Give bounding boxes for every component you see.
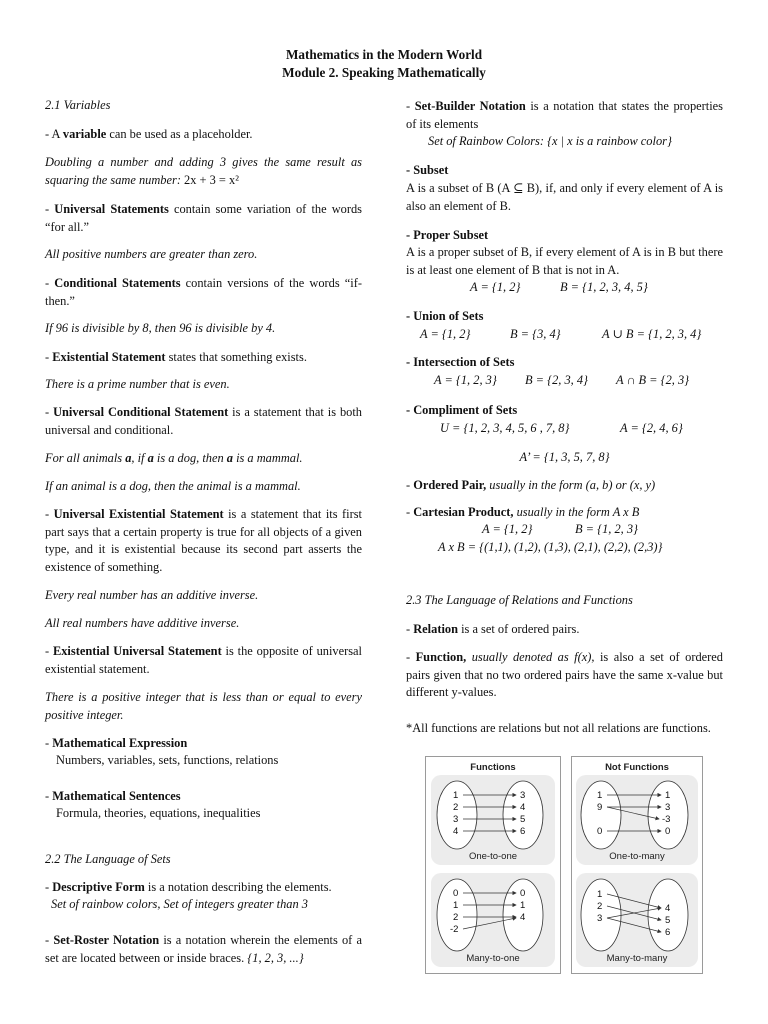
many-to-many-caption: Many-to-many	[606, 953, 668, 964]
ordered-pair-definition: - Ordered Pair, usually in the form (a, b) or (x, y)	[406, 478, 656, 492]
conditional-statement-definition: - Conditional Statements contain versions of the words “if-then.”	[45, 276, 362, 308]
variable-example: Doubling a number and adding 3 gives the same result as squaring the same number: 2x + 3 = x²	[45, 155, 362, 187]
existential-universal-definition: - Existential Universal Statement is the opposite of universal existential statement.	[45, 644, 362, 676]
set-builder-example: Set of Rainbow Colors: {x | x is a rainbow color}	[428, 134, 672, 148]
domain-value: 3	[453, 814, 459, 825]
intersection-example-b: B = {2, 3, 4}	[525, 373, 589, 387]
complement-set-a: A = {2, 4, 6}	[620, 421, 683, 435]
set-builder-definition: - Set-Builder Notation is a notation that states the properties of its elements	[406, 99, 723, 131]
function-definition: - Function, usually denoted as f(x), is also a set of ordered pairs given that no two ordered pairs have the same x-value but different y-values.	[406, 650, 723, 699]
union-example-a: A = {1, 2}	[420, 327, 471, 341]
range-value: 5	[665, 915, 671, 926]
many-to-one-panel	[431, 873, 555, 967]
subset-heading: - Subset	[406, 163, 449, 177]
domain-value: 0	[453, 888, 459, 899]
universal-existential-example-2: All real numbers have additive inverse.	[45, 616, 240, 630]
set-roster-definition: - Set-Roster Notation is a notation wherein the elements of a set are located between or inside braces. {1, 2, 3, ...}	[45, 933, 362, 965]
range-value: -3	[662, 814, 671, 825]
section-2-3-heading: 2.3 The Language of Relations and Functions	[406, 593, 633, 607]
functions-diagram-box	[425, 756, 561, 974]
conditional-statement-example: If 96 is divisible by 8, then 96 is divisible by 4.	[45, 321, 276, 335]
variable-definition: - A variable can be used as a placeholder.	[45, 127, 253, 141]
proper-subset-example-b: B = {1, 2, 3, 4, 5}	[560, 280, 648, 294]
range-value: 6	[665, 927, 671, 938]
union-heading: - Union of Sets	[406, 309, 484, 323]
section-2-1-heading: 2.1 Variables	[45, 98, 111, 112]
domain-value: 1	[453, 790, 459, 801]
range-value: 3	[520, 790, 526, 801]
domain-value: 1	[597, 790, 603, 801]
domain-value: -2	[450, 924, 459, 935]
union-example-result: A ∪ B = {1, 2, 3, 4}	[602, 327, 702, 341]
range-value: 4	[665, 903, 671, 914]
domain-value: 9	[597, 802, 603, 813]
range-value: 4	[520, 802, 526, 813]
section-2-2-heading: 2.2 The Language of Sets	[45, 852, 171, 866]
domain-value: 2	[453, 912, 459, 923]
cartesian-example-result: A x B = {(1,1), (1,2), (1,3), (2,1), (2,2), (2,3)}	[438, 540, 663, 554]
proper-subset-heading: - Proper Subset	[406, 228, 489, 242]
existential-statement-example: There is a prime number that is even.	[45, 377, 230, 391]
intersection-heading: - Intersection of Sets	[406, 355, 515, 369]
domain-value: 2	[597, 901, 603, 912]
one-to-one-caption: One-to-one	[468, 851, 518, 862]
one-to-one-panel	[431, 775, 555, 865]
range-value: 0	[665, 826, 671, 837]
proper-subset-definition: A is a proper subset of B, if every element of A is in B but there is at least one element of B that is not in A.	[406, 245, 723, 277]
complement-universe: U = {1, 2, 3, 4, 5, 6 , 7, 8}	[440, 421, 570, 435]
domain-value: 1	[453, 900, 459, 911]
module-title: Module 2. Speaking Mathematically	[282, 65, 486, 80]
range-value: 1	[665, 790, 671, 801]
domain-value: 0	[597, 826, 603, 837]
mathematical-expression: - Mathematical Expression	[45, 736, 188, 750]
functions-relations-note: *All functions are relations but not all relations are functions.	[406, 721, 711, 735]
mathematical-expression-detail: Numbers, variables, sets, functions, relations	[56, 753, 279, 767]
complement-heading: - Compliment of Sets	[406, 403, 518, 417]
range-value: 5	[520, 814, 526, 825]
left-column	[45, 0, 362, 1024]
descriptive-form-example: Set of rainbow colors, Set of integers greater than 3	[51, 897, 308, 911]
range-value: 1	[520, 900, 526, 911]
descriptive-form-definition: - Descriptive Form is a notation describing the elements.	[45, 880, 332, 894]
one-to-many-panel	[576, 775, 698, 865]
not-functions-title: Not Functions	[605, 762, 669, 773]
relation-definition: - Relation is a set of ordered pairs.	[406, 622, 580, 636]
many-to-one-caption: Many-to-one	[466, 953, 520, 964]
cartesian-example-a: A = {1, 2}	[482, 522, 533, 536]
proper-subset-example-a: A = {1, 2}	[470, 280, 521, 294]
many-to-many-panel	[576, 873, 698, 967]
range-value: 3	[665, 802, 671, 813]
universal-statement-definition: - Universal Statements contain some variation of the words “for all.”	[45, 202, 362, 234]
universal-conditional-example-1: For all animals a, if a is a dog, then a is a mammal.	[45, 451, 303, 465]
domain-value: 3	[597, 913, 603, 924]
universal-existential-example-1: Every real number has an additive inverse.	[45, 588, 259, 602]
not-functions-diagram-box	[571, 756, 703, 974]
one-to-many-caption: One-to-many	[609, 851, 665, 862]
union-example-b: B = {3, 4}	[510, 327, 561, 341]
universal-existential-definition: - Universal Existential Statement is a statement that its first part says that a certain property is true for all objects of a given type, and it is existential because its second part asserts the existence of something.	[45, 507, 362, 574]
subset-definition: A is a subset of B (A ⊆ B), if, and only if every element of A is also an element of B.	[406, 181, 723, 213]
intersection-example-result: A ∩ B = {2, 3}	[616, 373, 690, 387]
cartesian-product-definition: - Cartesian Product, usually in the form A x B	[406, 505, 640, 519]
range-value: 4	[520, 912, 526, 923]
universal-statement-example: All positive numbers are greater than zero.	[45, 247, 258, 261]
universal-conditional-example-2: If an animal is a dog, then the animal is a mammal.	[45, 479, 301, 493]
intersection-example-a: A = {1, 2, 3}	[434, 373, 497, 387]
universal-conditional-definition: - Universal Conditional Statement is a statement that is both universal and conditional.	[45, 405, 362, 437]
existential-universal-example: There is a positive integer that is less than or equal to every positive integer.	[45, 690, 362, 722]
domain-value: 2	[453, 802, 459, 813]
domain-value: 1	[597, 889, 603, 900]
domain-value: 4	[453, 826, 459, 837]
functions-title: Functions	[470, 762, 516, 773]
range-value: 0	[520, 888, 526, 899]
mathematical-sentences: - Mathematical Sentences	[45, 789, 181, 803]
mathematical-sentences-detail: Formula, theories, equations, inequalities	[56, 806, 261, 820]
course-title: Mathematics in the Modern World	[285, 47, 483, 62]
range-value: 6	[520, 826, 526, 837]
existential-statement-definition: - Existential Statement states that something exists.	[45, 350, 307, 364]
cartesian-example-b: B = {1, 2, 3}	[575, 522, 639, 536]
complement-result: A’ = {1, 3, 5, 7, 8}	[519, 450, 610, 464]
